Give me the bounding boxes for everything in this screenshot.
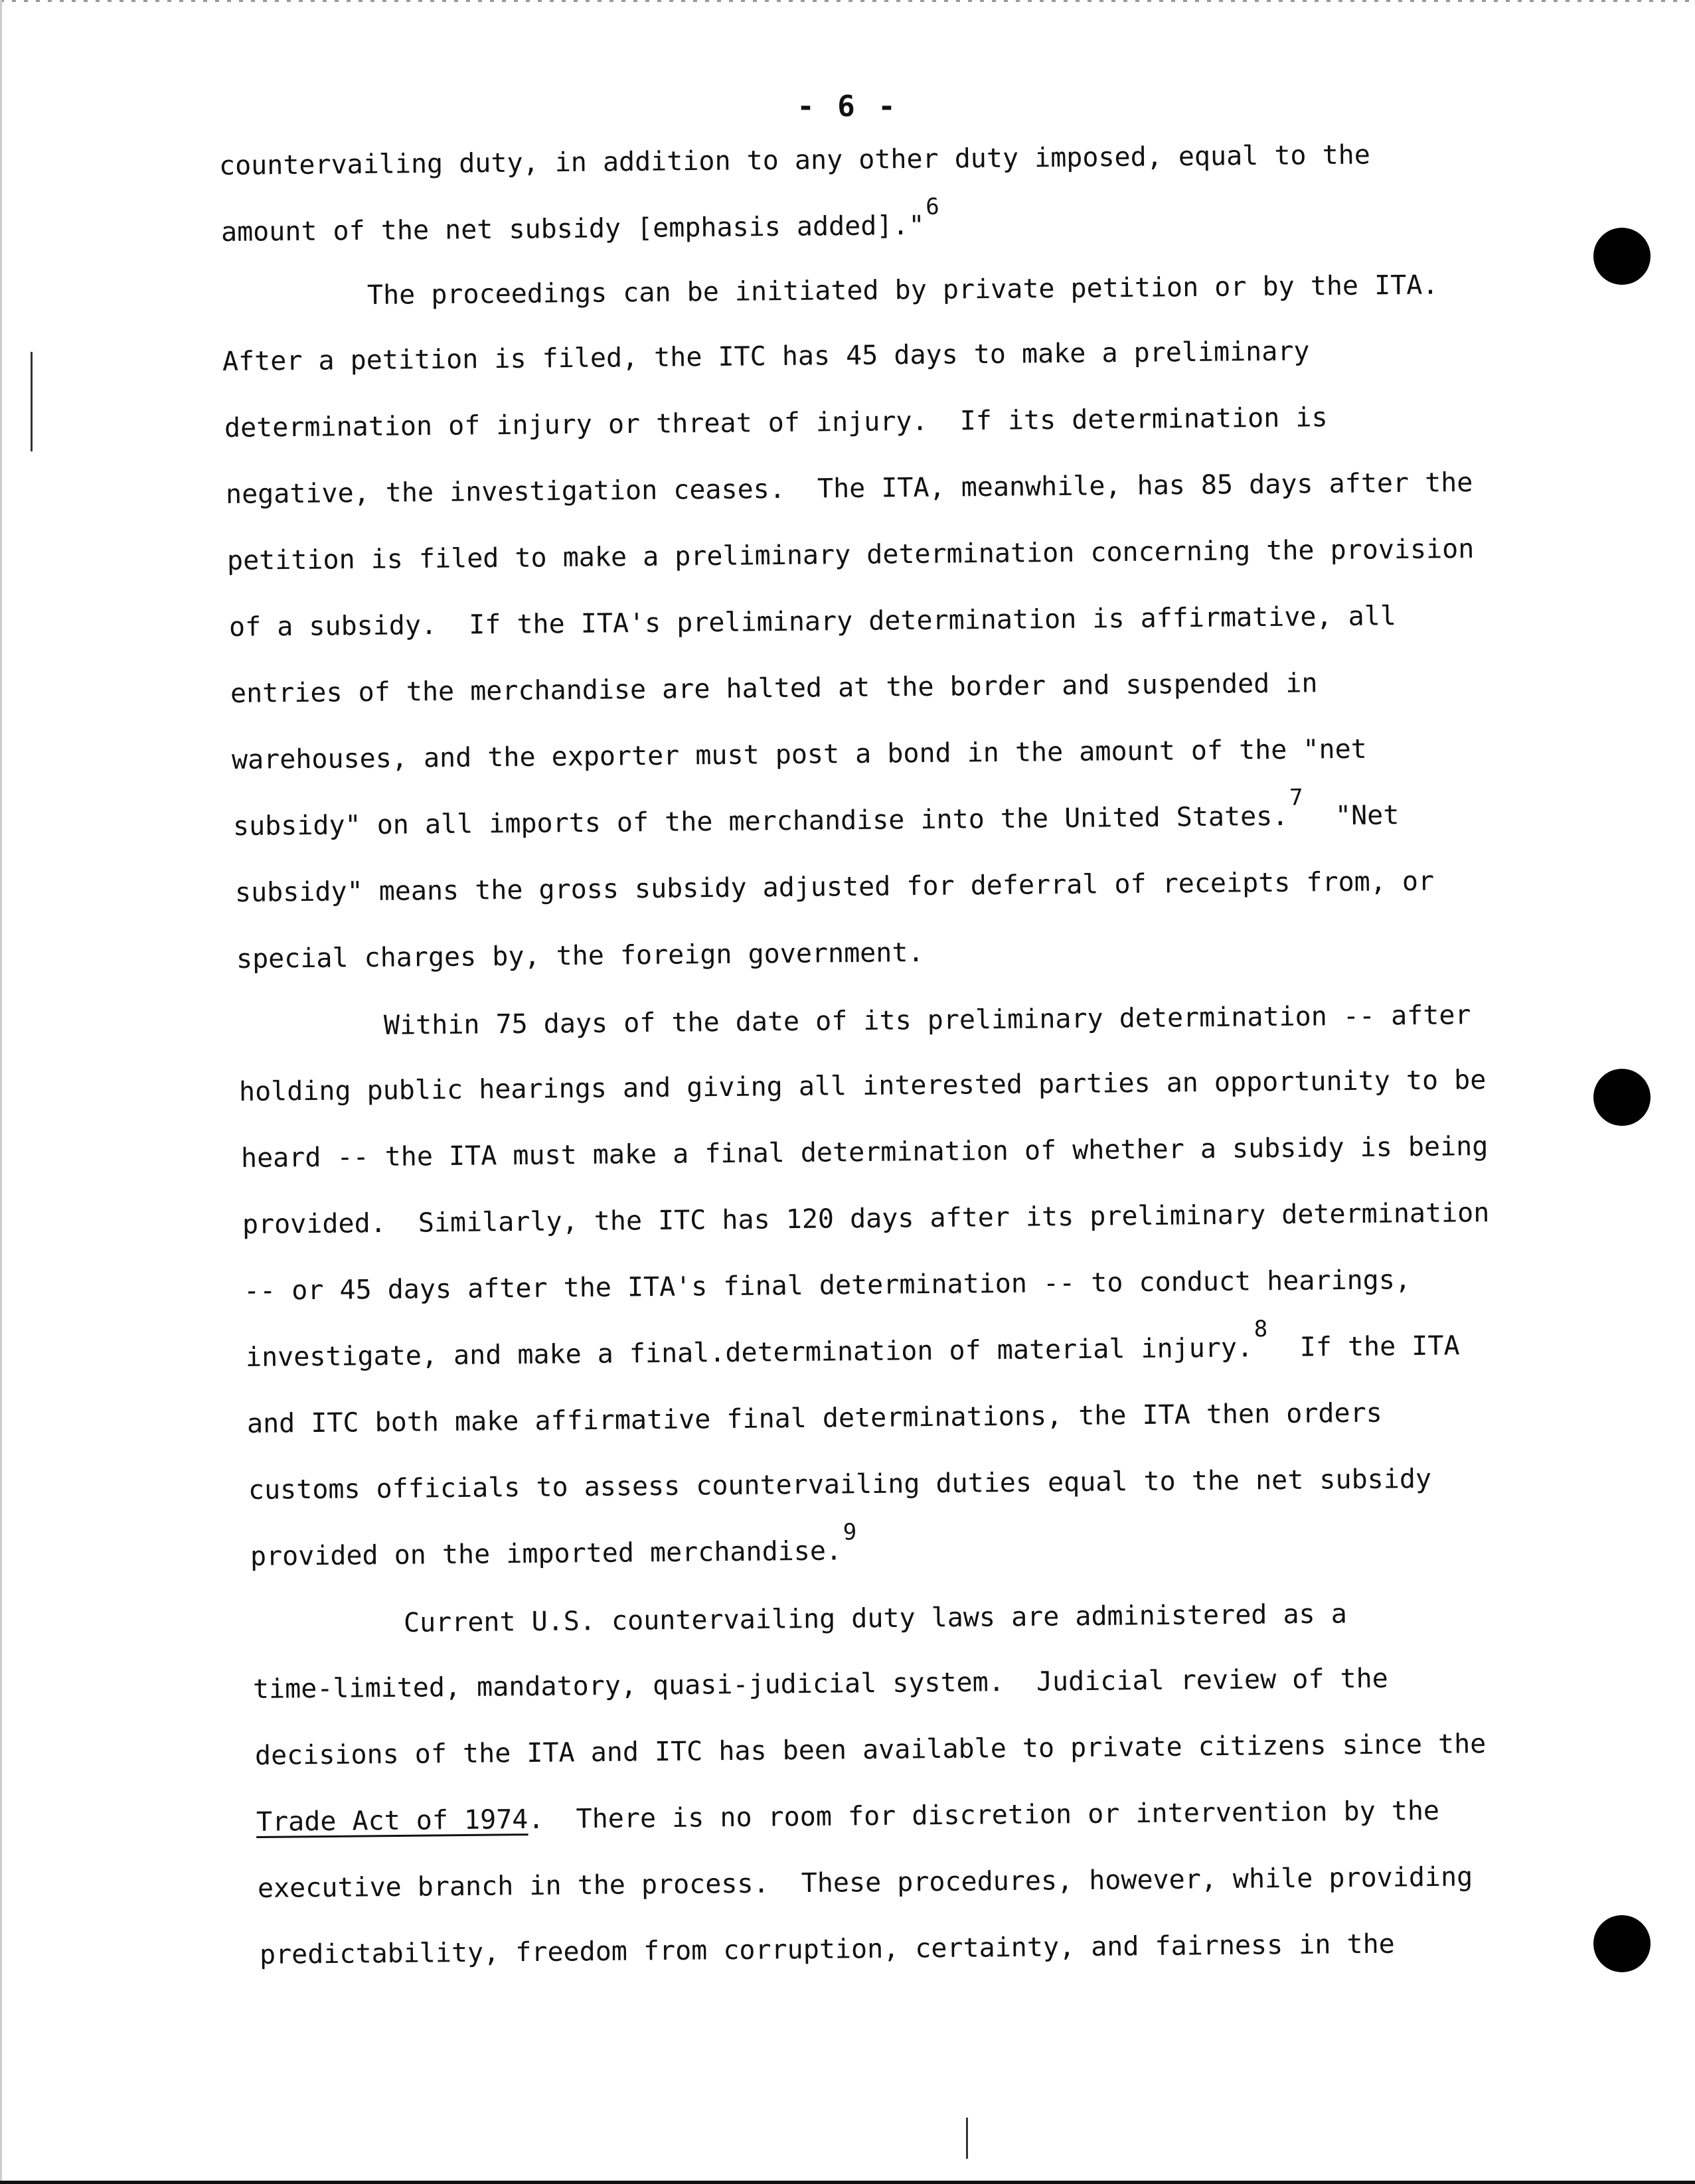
text-line	[255, 1724, 1487, 1776]
line-text: Current U.S. countervailing duty laws are administered as a	[403, 1599, 1347, 1638]
line-text: and ITC both make affirmative final determinations, the ITA then orders	[246, 1397, 1382, 1439]
text-line	[245, 1316, 1460, 1379]
text-line	[384, 995, 1471, 1046]
text-line	[236, 933, 924, 979]
line-text: predictability, freedom from corruption, certainty, and fairness in the	[259, 1928, 1395, 1970]
text-line	[241, 1127, 1489, 1178]
footnote-marker: 6	[926, 193, 939, 220]
line-text: time-limited, mandatory, quasi-judicial system. Judicial review of the	[252, 1663, 1388, 1705]
line-text: provided on the imported merchandise.	[250, 1535, 843, 1572]
punch-hole	[1593, 1915, 1651, 1972]
text-line	[248, 1459, 1432, 1510]
text-line	[404, 1594, 1347, 1643]
scan-top-edge	[0, 0, 1695, 2]
scan-left-edge	[0, 0, 2, 2184]
footnote-marker: 9	[843, 1519, 857, 1546]
text-line	[220, 193, 940, 254]
punch-hole	[1593, 228, 1651, 285]
text-line	[224, 398, 1328, 448]
text-line	[229, 596, 1396, 647]
text-line	[250, 1519, 857, 1578]
text-line	[258, 1857, 1473, 1909]
line-text: executive branch in the process. These procedures, however, while providing	[257, 1861, 1473, 1904]
page-number: - 6 -	[797, 90, 898, 123]
line-text: After a petition is filed, the ITC has 45 days to make a preliminary	[222, 336, 1310, 377]
line-text: customs officials to assess countervailing duties equal to the net subsidy	[248, 1463, 1432, 1506]
text-line	[260, 1924, 1395, 1975]
text-line	[232, 784, 1400, 848]
scan-mark	[31, 352, 33, 451]
text-line	[227, 529, 1475, 581]
line-text: The proceedings can be initiated by private petition or by the ITA.	[366, 270, 1439, 311]
line-text: . There is no room for discretion or intervention by the	[528, 1795, 1440, 1835]
text-line	[244, 1260, 1411, 1311]
line-text-continued: "Net	[1303, 800, 1400, 832]
text-line	[256, 1791, 1440, 1842]
line-text: negative, the investigation ceases. The ITA, meanwhile, has 85 days after the	[225, 467, 1473, 510]
line-text: subsidy" on all imports of the merchandise into the United States.	[232, 801, 1289, 842]
line-text: Within 75 days of the date of its preliminary determination -- after	[383, 1000, 1471, 1041]
line-text: provided. Similarly, the ITC has 120 days after its preliminary determination	[242, 1197, 1490, 1240]
scan-mark	[966, 2118, 968, 2159]
line-text: amount of the net subsidy [emphasis added]."	[220, 210, 925, 248]
text-line	[232, 730, 1367, 780]
text-line	[253, 1659, 1388, 1709]
text-line	[226, 463, 1473, 514]
line-text: investigate, and make a final.determination of material injury.	[245, 1332, 1253, 1373]
line-text: heard -- the ITA must make a final determination of whether a subsidy is being	[240, 1131, 1489, 1174]
line-text: holding public hearings and giving all interested parties an opportunity to be	[238, 1064, 1487, 1107]
punch-hole	[1593, 1069, 1651, 1126]
text-line	[230, 663, 1318, 714]
line-text-continued: If the ITA	[1267, 1330, 1460, 1364]
text-line	[367, 266, 1439, 315]
text-line	[219, 135, 1370, 186]
line-text: entries of the merchandise are halted at the border and suspended in	[230, 668, 1318, 709]
text-line	[235, 862, 1435, 913]
bottom-border	[0, 2181, 1695, 2184]
text-line	[222, 331, 1310, 382]
line-text: determination of injury or threat of injury. If its determination is	[224, 402, 1328, 443]
underlined-citation: Trade Act of 1974	[256, 1804, 528, 1837]
line-text: special charges by, the foreign government.	[236, 937, 924, 975]
line-text: -- or 45 days after the ITA's final determination -- to conduct hearings,	[243, 1265, 1412, 1306]
footnote-marker: 8	[1253, 1316, 1268, 1343]
line-text: petition is filed to make a preliminary determination concerning the provision	[226, 533, 1475, 576]
line-text: warehouses, and the exporter must post a bond in the amount of the "net	[231, 734, 1367, 775]
line-text: subsidy" means the gross subsidy adjusted for deferral of receipts from, or	[234, 866, 1435, 908]
line-text: of a subsidy. If the ITA's preliminary determination is affirmative, all	[228, 601, 1397, 643]
text-line	[242, 1193, 1490, 1245]
footnote-marker: 7	[1289, 784, 1303, 811]
line-text: countervailing duty, in addition to any other duty imposed, equal to the	[218, 139, 1371, 181]
text-line	[247, 1393, 1382, 1444]
text-line	[239, 1060, 1487, 1112]
line-text: decisions of the ITA and ITC has been available to private citizens since the	[254, 1729, 1487, 1771]
